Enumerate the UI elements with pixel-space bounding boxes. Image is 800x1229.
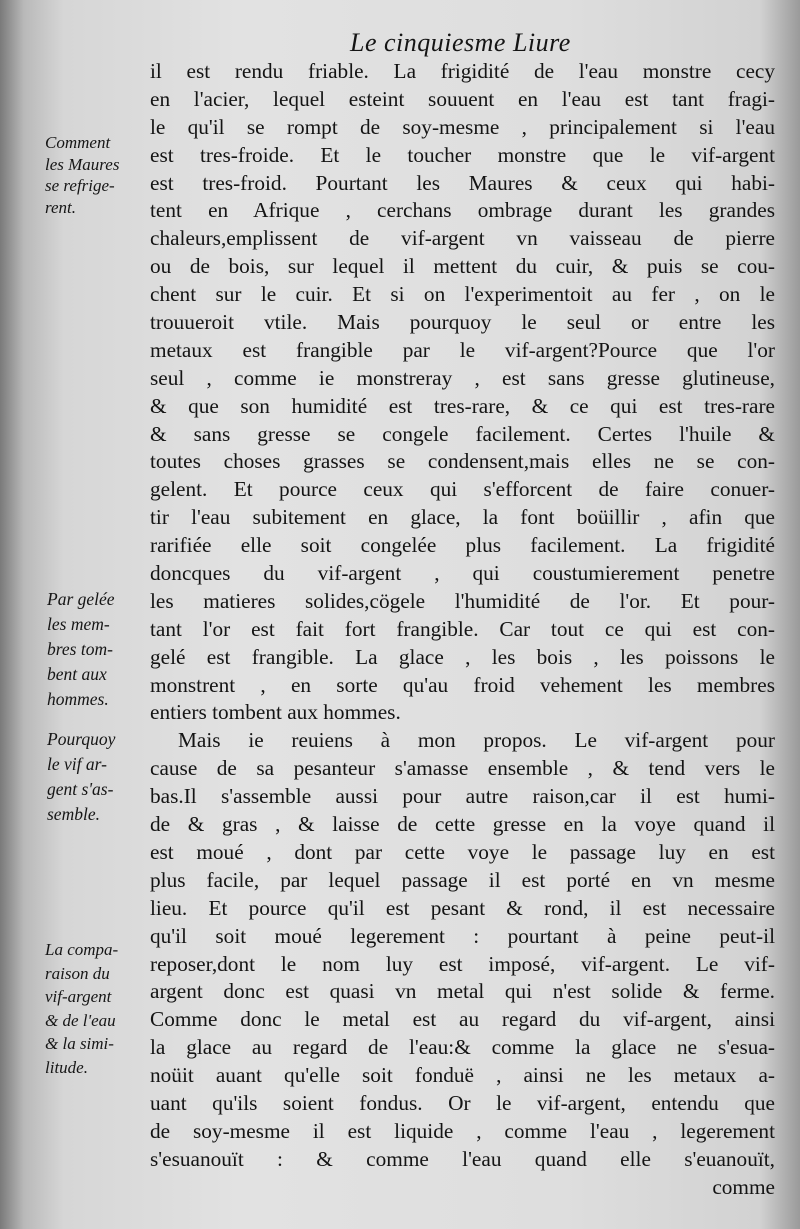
- margin-note-line: semble.: [47, 804, 100, 824]
- margin-note-line: se refrige-: [45, 176, 115, 195]
- catchword: comme: [712, 1174, 775, 1199]
- text-line: est moué , dont par cette voye le passage luy en est: [150, 839, 775, 864]
- margin-note-line: & de l'eau: [45, 1010, 116, 1030]
- margin-note-line: bres tom-: [47, 639, 113, 659]
- text-line: chent sur le cuir. Et si on l'experimentoit au fer , on le: [150, 282, 775, 307]
- text-line: gelé est frangible. La glace , les bois , les poissons le: [150, 644, 775, 669]
- text-line: s'esuanouït : & comme l'eau quand elle s'euanouït,: [150, 1146, 775, 1171]
- text-line: le qu'il se rompt de soy-mesme , principalement si l'eau: [150, 114, 775, 139]
- margin-note-line: bent aux: [47, 664, 107, 684]
- text-line: & sans gresse se congele facilement. Certes l'huile &: [150, 421, 775, 446]
- margin-note-line: raison du: [45, 963, 110, 983]
- text-line: chaleurs,emplissent de vif-argent vn vaisseau de pierre: [150, 226, 775, 251]
- margin-note-line: Par gelée: [47, 589, 115, 609]
- text-line: entiers tombent aux hommes.: [150, 700, 401, 725]
- text-line: lieu. Et pource qu'il est pesant & rond, il est necessaire: [150, 895, 775, 920]
- margin-note-line: rent.: [45, 197, 77, 217]
- margin-note-line: les mem-: [47, 614, 110, 634]
- text-line: tant l'or est fait fort frangible. Car tout ce qui est con-: [150, 616, 775, 641]
- text-line: tent en Afrique , cerchans ombrage durant les grandes: [150, 198, 775, 223]
- text-line: de soy-mesme il est liquide , comme l'eau , legerement: [150, 1118, 775, 1143]
- margin-note-pourquoy: [47, 727, 115, 827]
- text-line-indent: Mais ie reuiens à mon propos. Le vif-argent pour: [178, 728, 775, 753]
- text-line: doncques du vif-argent , qui coustumierement penetre: [150, 561, 775, 586]
- text-line: est tres-froide. Et le toucher monstre que le vif-argent: [150, 142, 775, 167]
- text-line: noüit auant qu'elle soit fonduë , ainsi ne les metaux a-: [150, 1063, 775, 1088]
- text-line: metaux est frangible par le vif-argent?Pource que l'or: [150, 337, 775, 362]
- text-line: reposer,dont le nom luy est imposé, vif-argent. Le vif-: [150, 951, 775, 976]
- margin-note-line: Pourquoy: [47, 729, 116, 749]
- text-line: de & gras , & laisse de cette gresse en la voye quand il: [150, 812, 775, 837]
- margin-note-line: le vif ar-: [47, 754, 107, 774]
- text-line: qu'il soit moué legerement : pourtant à peine peut-il: [150, 923, 775, 948]
- margin-note-gelee: [47, 587, 115, 712]
- margin-note-line: vif-argent: [45, 987, 112, 1006]
- text-line: cause de sa pesanteur s'amasse ensemble , & tend vers le: [150, 756, 775, 781]
- margin-note-line: gent s'as-: [47, 779, 114, 799]
- running-head: Le cinquiesme Liure: [350, 28, 571, 57]
- body-text: [150, 58, 775, 1202]
- text-line: trouueroit vtile. Mais pourquoy le seul or entre les: [150, 310, 775, 335]
- text-line: Comme donc le metal est au regard du vif-argent, ainsi: [150, 1007, 775, 1032]
- margin-note-line: Comment: [45, 133, 111, 152]
- text-line: seul , comme ie monstreray , est sans gresse glutineuse,: [150, 365, 775, 390]
- margin-note-line: les Maures: [45, 154, 120, 174]
- text-line: rarifiée elle soit congelée plus facilement. La frigidité: [150, 533, 775, 558]
- text-line: gelent. Et pource ceux qui s'efforcent de faire conuer-: [150, 477, 775, 502]
- text-line: tir l'eau subitement en glace, la font boüillir , afin que: [150, 505, 775, 530]
- text-line: & que son humidité est tres-rare, & ce qui est tres-rare: [150, 393, 775, 418]
- text-line: ou de bois, sur lequel il mettent du cuir, & puis se cou-: [150, 254, 775, 279]
- text-line: en l'acier, lequel esteint souuent en l'eau est tant fragi-: [150, 86, 775, 111]
- text-line: monstrent , en sorte qu'au froid vehement les membres: [150, 672, 775, 697]
- margin-note-line: hommes.: [47, 689, 109, 709]
- text-line: il est rendu friable. La frigidité de l'eau monstre cecy: [150, 59, 775, 83]
- text-line: toutes choses grasses se condensent,mais elles ne se con-: [150, 449, 775, 474]
- margin-note-line: litude.: [45, 1057, 88, 1077]
- margin-note-maures: [45, 132, 119, 218]
- text-line: est tres-froid. Pourtant les Maures & ceux qui habi-: [150, 170, 775, 195]
- margin-note-line: & la simi-: [45, 1034, 114, 1053]
- text-line: argent donc est quasi vn metal qui n'est solide & ferme.: [150, 979, 775, 1004]
- margin-note-comparaison: [45, 938, 118, 1079]
- text-line: uant qu'ils soient fondus. Or le vif-argent, entendu que: [150, 1090, 775, 1115]
- margin-note-line: La compa-: [45, 940, 119, 959]
- text-line: les matieres solides,cögele l'humidité de l'or. Et pour-: [150, 588, 775, 613]
- text-line: la glace au regard de l'eau:& comme la glace ne s'esua-: [150, 1035, 775, 1060]
- text-line: bas.Il s'assemble aussi pour autre raison,car il est humi-: [150, 784, 775, 809]
- text-line: plus facile, par lequel passage il est porté en vn mesme: [150, 867, 775, 892]
